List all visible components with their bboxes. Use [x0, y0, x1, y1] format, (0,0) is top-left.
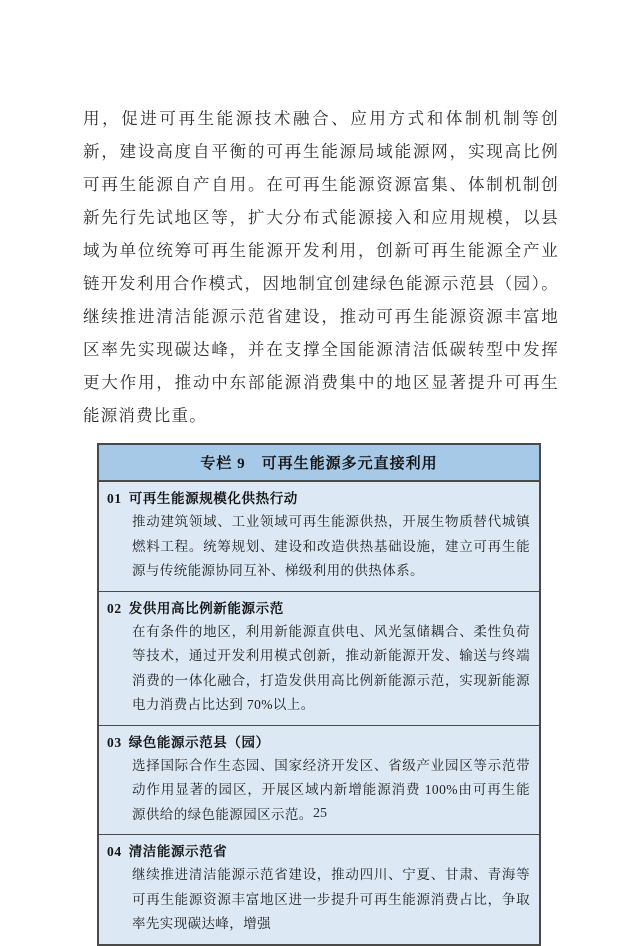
box-item-number: 03	[107, 734, 122, 750]
box-item-heading: 清洁能源示范省	[128, 844, 228, 859]
box-item-body: 在有条件的地区，利用新能源直供电、风光氢储耦合、柔性负荷等技术，通过开发利用模式创新，推动新能源开发、输送与终端消费的一体化融合，打造发供用高比例新能源示范，实现新能源电力消费占比达到 70%以上。	[132, 623, 530, 712]
box-item-title	[107, 840, 530, 863]
box-item-title	[107, 597, 530, 620]
box-item-heading: 发供用高比例新能源示范	[128, 600, 284, 616]
box-item-body: 继续推进清洁能源示范省建设，推动四川、宁夏、甘肃、青海等可再生能源资源丰富地区进一步提升可再生能源消费占比，争取率先实现碳达峰，增强	[132, 867, 530, 931]
box-item-body: 推动建筑领域、工业领域可再生能源供热，开展生物质替代城镇燃料工程。统筹规划、建设和改造供热基础设施，建立可再生能源与传统能源协同互补、梯级利用的供热体系。	[132, 514, 530, 578]
box-item-heading: 可再生能源规模化供热行动	[128, 491, 298, 506]
box-item-body: 选择国际合作生态园、国家经济开发区、省级产业园区等示范带动作用显著的园区，开展区域内新增能源消费 100%由可再生能源供给的绿色能源园区示范。	[132, 757, 530, 822]
box-item-1	[99, 482, 539, 591]
body-paragraph: 用，促进可再生能源技术融合、应用方式和体制机制等创新，建设高度自平衡的可再生能源局域能源网，实现高比例可再生能源自产自用。在可再生能源资源富集、体制机制创新先行先试地区等，扩大分布式能源接入和应用规模，以县域为单位统筹可再生能源开发利用，创新可再生能源全产业链开发利用合作模式，因地制宜创建绿色能源示范县（园）。继续推进清洁能源示范省建设，推动可再生能源资源丰富地区率先实现碳达峰，并在支撑全国能源清洁低碳转型中发挥更大作用，推动中东部能源消费集中的地区显著提升可再生能源消费比重。	[83, 109, 559, 425]
box-item-heading: 绿色能源示范县（园）	[128, 734, 270, 750]
box-item-2	[99, 591, 539, 725]
box-item-number: 04	[107, 844, 122, 859]
column-box-title: 专栏 9 可再生能源多元直接利用	[99, 445, 539, 482]
box-item-4	[99, 834, 539, 944]
box-item-title	[107, 487, 530, 510]
box-item-number: 02	[107, 600, 122, 616]
page-number: 25	[313, 806, 327, 821]
box-item-title	[107, 731, 530, 754]
box-item-number: 01	[107, 491, 122, 506]
column-box	[97, 443, 541, 946]
